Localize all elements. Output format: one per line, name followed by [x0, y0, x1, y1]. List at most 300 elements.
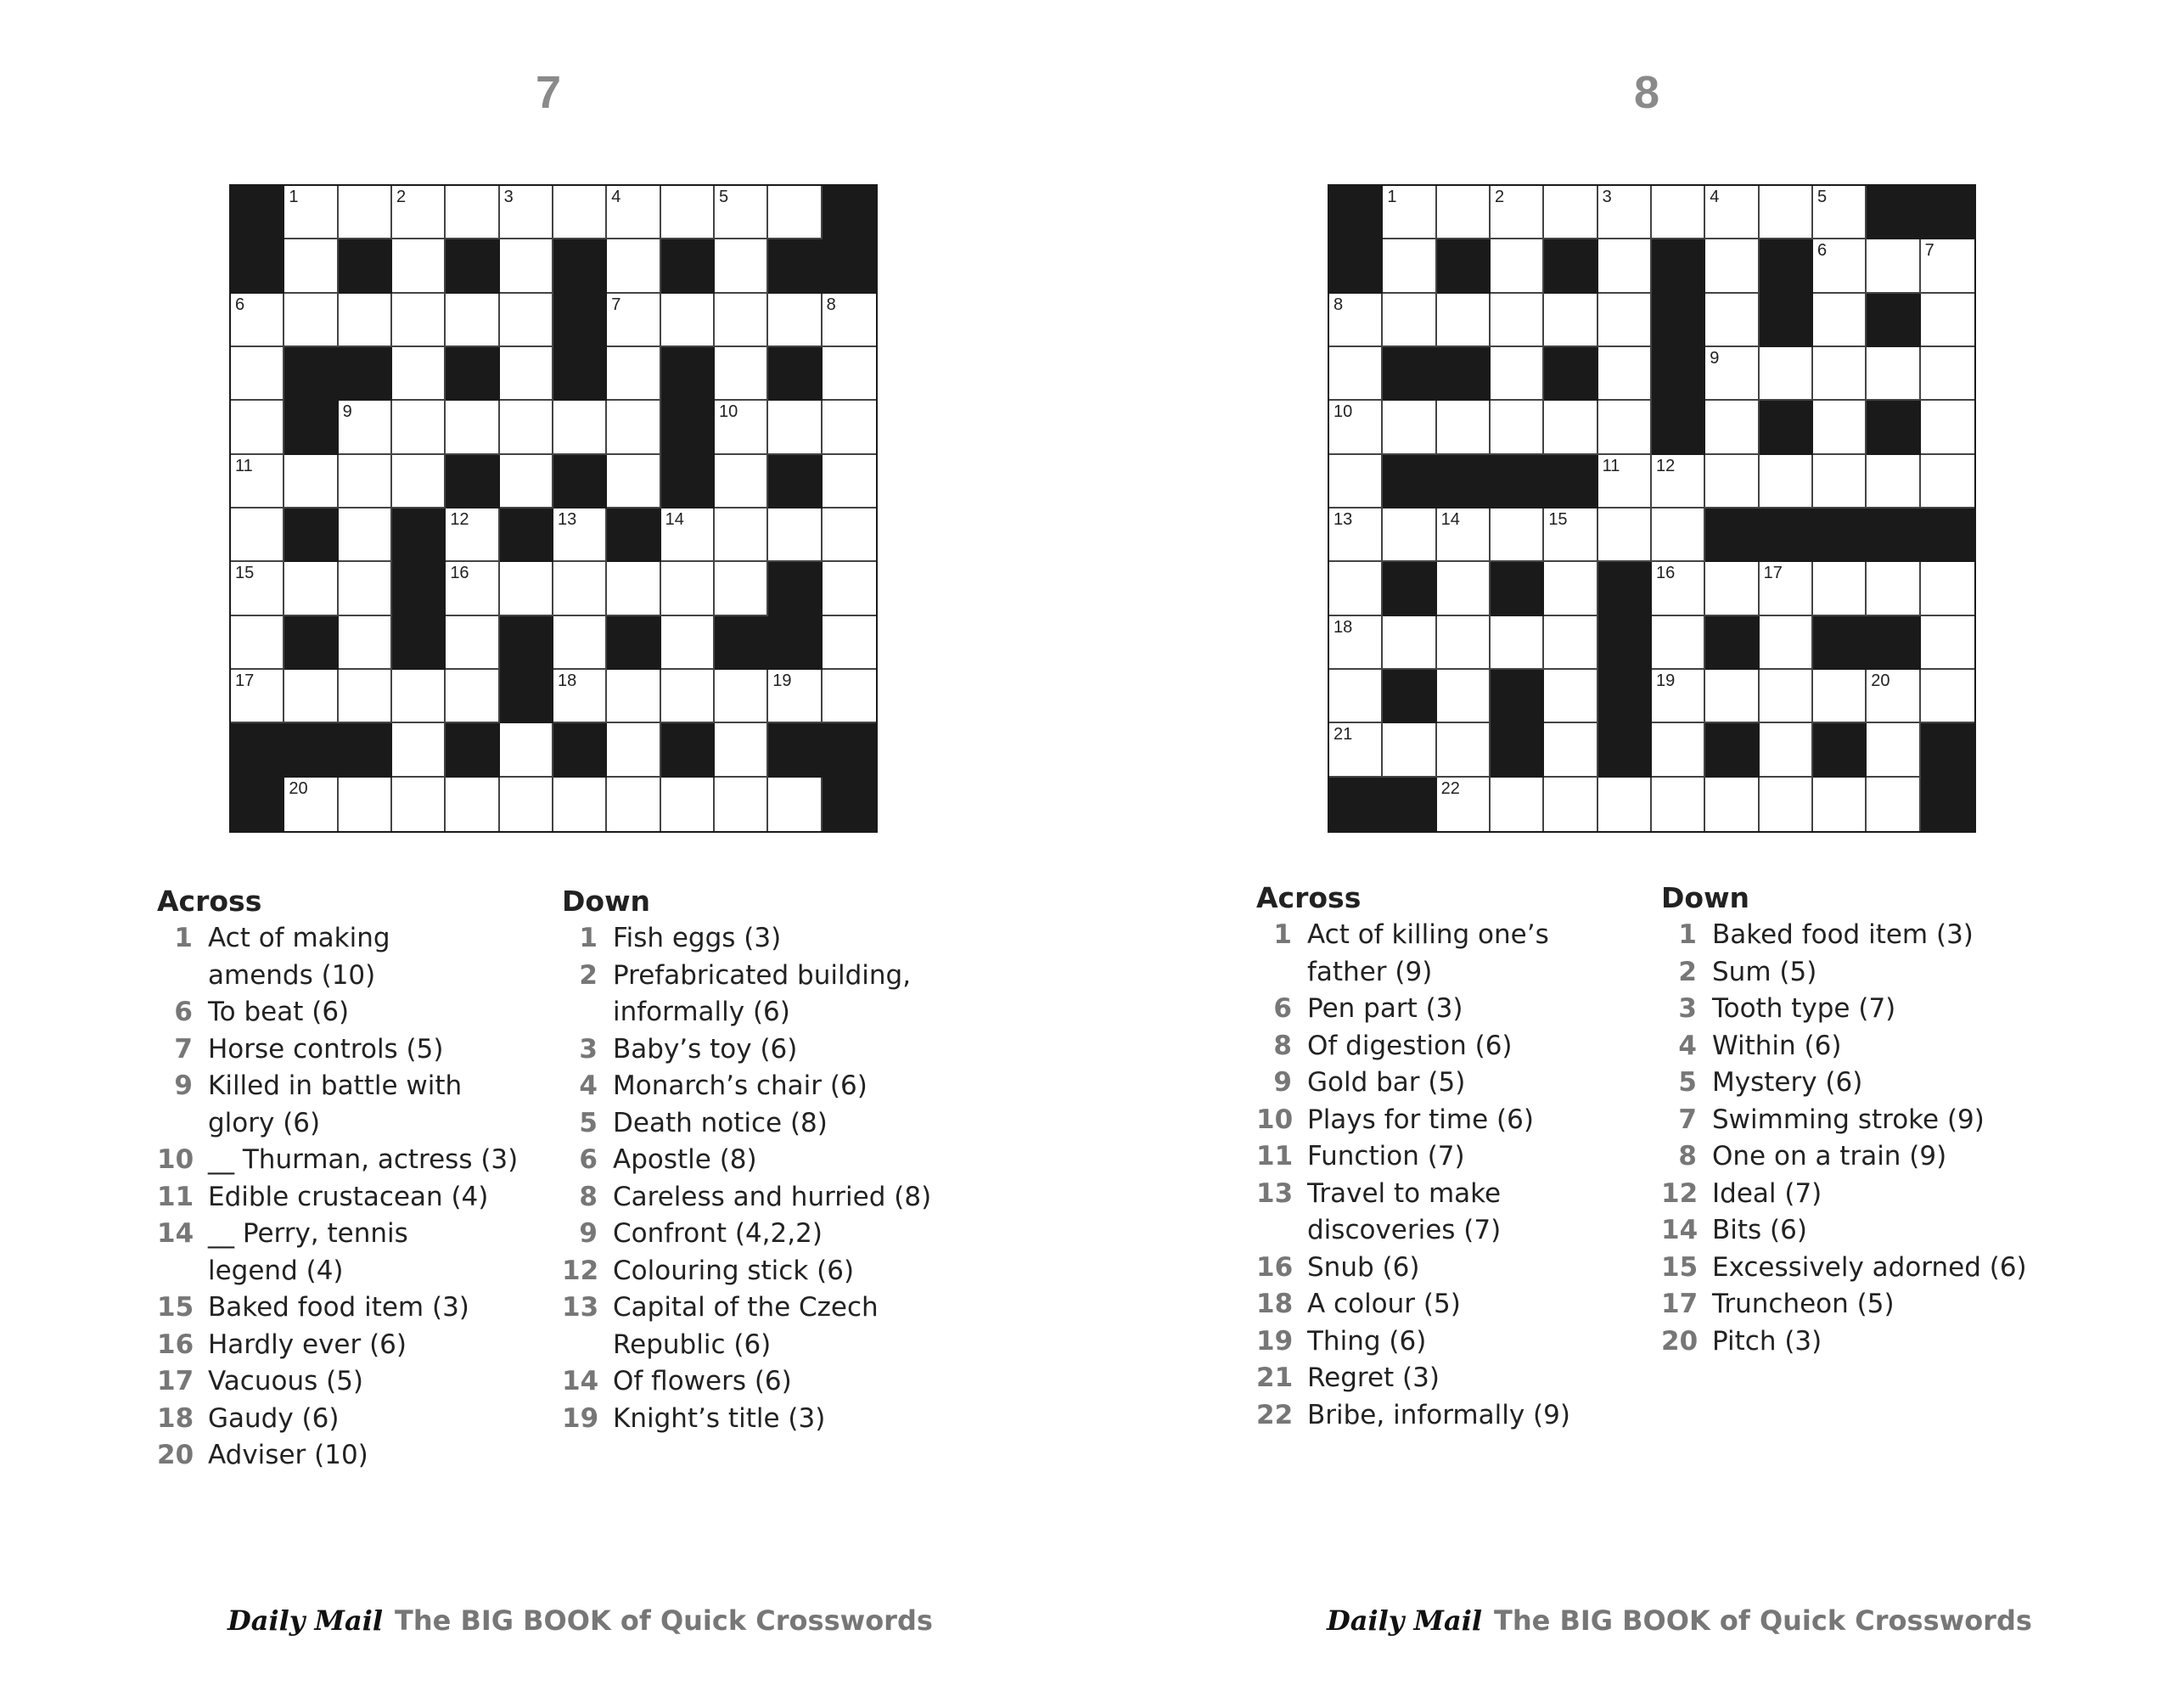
- black-square: [1705, 723, 1759, 777]
- grid-cell[interactable]: [1437, 186, 1491, 239]
- grid-cell[interactable]: [715, 723, 768, 777]
- grid-cell[interactable]: [1813, 455, 1867, 508]
- across-clue: [1256, 1360, 1630, 1397]
- daily-mail-logo: Daily Mail: [227, 1604, 383, 1637]
- grid-cell[interactable]: [553, 508, 607, 562]
- grid-cell[interactable]: [553, 401, 607, 454]
- grid-cell[interactable]: [392, 723, 446, 777]
- black-square: [1813, 508, 1867, 562]
- grid-cell[interactable]: [1598, 294, 1652, 347]
- across-clues: [157, 883, 531, 1475]
- grid-cell[interactable]: [1437, 616, 1491, 670]
- clue-text: Death notice (8): [613, 1107, 828, 1138]
- grid-cell[interactable]: [1705, 294, 1759, 347]
- grid-cell[interactable]: [1383, 508, 1436, 562]
- grid-cell[interactable]: [661, 186, 715, 239]
- grid-cell[interactable]: [1383, 186, 1436, 239]
- grid-cell[interactable]: [1921, 670, 1974, 723]
- grid-cell[interactable]: [823, 401, 876, 454]
- clue-number: 11: [157, 1181, 194, 1212]
- black-square: [768, 616, 822, 670]
- grid-cell[interactable]: [715, 347, 768, 401]
- grid-cell[interactable]: [823, 670, 876, 723]
- grid-cell[interactable]: [446, 294, 499, 347]
- down-clue: [562, 1289, 952, 1327]
- clue-number: 4: [611, 188, 621, 206]
- grid-cell[interactable]: [1329, 455, 1383, 508]
- grid-cell[interactable]: [1921, 455, 1974, 508]
- black-square: [392, 508, 446, 562]
- grid-cell[interactable]: [715, 239, 768, 293]
- clue-number: 10: [718, 402, 738, 422]
- grid-cell[interactable]: [1813, 562, 1867, 615]
- clue-text: legend (4): [208, 1255, 344, 1286]
- grid-cell[interactable]: [1705, 239, 1759, 293]
- grid-cell[interactable]: [1383, 239, 1436, 293]
- grid-cell[interactable]: [1921, 347, 1974, 401]
- grid-cell[interactable]: [1705, 778, 1759, 831]
- grid-cell[interactable]: [1813, 186, 1867, 239]
- grid-cell[interactable]: [1705, 562, 1759, 615]
- black-square: [339, 239, 392, 293]
- down-clues: [1661, 879, 2052, 1360]
- grid-cell[interactable]: [823, 508, 876, 562]
- clue-text: Monarch’s chair (6): [613, 1070, 868, 1101]
- black-square: [1921, 508, 1974, 562]
- clue-number: 4: [579, 1070, 598, 1101]
- grid-cell[interactable]: [500, 562, 553, 615]
- clue-text: Careless and hurried (8): [613, 1181, 932, 1212]
- down-clue: [562, 958, 952, 995]
- grid-cell[interactable]: [1437, 562, 1491, 615]
- grid-cell[interactable]: [1491, 778, 1544, 831]
- black-square: [1598, 616, 1652, 670]
- grid-cell[interactable]: [500, 239, 553, 293]
- grid-cell[interactable]: [1760, 186, 1813, 239]
- black-square: [284, 723, 338, 777]
- clue-number: [157, 958, 208, 995]
- down-clue: [1661, 954, 2052, 992]
- grid-cell[interactable]: [1652, 670, 1705, 723]
- clue-number: 17: [235, 671, 255, 690]
- grid-cell[interactable]: [1867, 347, 1920, 401]
- grid-cell[interactable]: [1921, 562, 1974, 615]
- grid-cell[interactable]: [1760, 778, 1813, 831]
- grid-cell[interactable]: [1329, 294, 1383, 347]
- book-title: The BIG BOOK of Quick Crosswords: [1494, 1604, 2032, 1637]
- grid-cell[interactable]: [284, 294, 338, 347]
- crossword-grid[interactable]: [229, 184, 878, 833]
- grid-cell[interactable]: [1867, 562, 1920, 615]
- grid-cell[interactable]: [231, 401, 284, 454]
- grid-cell[interactable]: [1383, 294, 1436, 347]
- black-square: [446, 347, 499, 401]
- grid-cell[interactable]: [768, 186, 822, 239]
- grid-cell[interactable]: [823, 616, 876, 670]
- grid-cell[interactable]: [1652, 778, 1705, 831]
- down-clue: [562, 1363, 952, 1401]
- grid-cell[interactable]: [392, 455, 446, 508]
- grid-cell[interactable]: [1760, 616, 1813, 670]
- grid-cell[interactable]: [284, 778, 338, 831]
- clue-number: 3: [1602, 188, 1612, 206]
- grid-cell[interactable]: [1437, 670, 1491, 723]
- grid-cell[interactable]: [1329, 723, 1383, 777]
- grid-cell[interactable]: [392, 294, 446, 347]
- grid-cell[interactable]: [607, 294, 660, 347]
- clue-number: 7: [611, 295, 621, 314]
- grid-cell[interactable]: [1544, 723, 1597, 777]
- grid-cell[interactable]: [1760, 723, 1813, 777]
- clue-number: 17: [1763, 564, 1783, 583]
- grid-cell[interactable]: [607, 723, 660, 777]
- grid-cell[interactable]: [1652, 616, 1705, 670]
- grid-cell[interactable]: [392, 186, 446, 239]
- grid-cell[interactable]: [284, 186, 338, 239]
- grid-cell[interactable]: [1867, 778, 1920, 831]
- clue-number: 9: [342, 402, 352, 422]
- grid-cell[interactable]: [823, 294, 876, 347]
- crossword-grid[interactable]: [1328, 184, 1976, 833]
- grid-cell[interactable]: [607, 455, 660, 508]
- grid-cell[interactable]: [500, 455, 553, 508]
- black-square: [392, 616, 446, 670]
- grid-cell[interactable]: [1544, 508, 1597, 562]
- across-clue: [157, 1031, 531, 1069]
- grid-cell[interactable]: [1383, 616, 1436, 670]
- grid-cell[interactable]: [1813, 401, 1867, 454]
- grid-cell[interactable]: [1329, 616, 1383, 670]
- book-title: The BIG BOOK of Quick Crosswords: [395, 1604, 933, 1637]
- grid-cell[interactable]: [1705, 347, 1759, 401]
- grid-cell[interactable]: [1705, 401, 1759, 454]
- clue-number: 9: [1710, 348, 1720, 368]
- grid-cell[interactable]: [1705, 670, 1759, 723]
- grid-cell[interactable]: [284, 239, 338, 293]
- grid-cell[interactable]: [392, 401, 446, 454]
- grid-cell[interactable]: [500, 347, 553, 401]
- grid-cell[interactable]: [553, 778, 607, 831]
- black-square: [661, 723, 715, 777]
- grid-cell[interactable]: [1544, 401, 1597, 454]
- grid-cell[interactable]: [715, 778, 768, 831]
- black-square: [1383, 347, 1436, 401]
- grid-cell[interactable]: [1652, 562, 1705, 615]
- clue-number: 10: [157, 1144, 194, 1175]
- grid-cell[interactable]: [661, 778, 715, 831]
- grid-cell[interactable]: [661, 294, 715, 347]
- clue-number: 20: [1871, 671, 1890, 690]
- grid-cell[interactable]: [1760, 670, 1813, 723]
- down-clue: [562, 920, 952, 958]
- grid-cell[interactable]: [339, 401, 392, 454]
- grid-cell[interactable]: [1652, 455, 1705, 508]
- grid-cell[interactable]: [1544, 186, 1597, 239]
- grid-cell[interactable]: [339, 508, 392, 562]
- grid-cell[interactable]: [500, 186, 553, 239]
- grid-cell[interactable]: [339, 616, 392, 670]
- grid-cell[interactable]: [446, 670, 499, 723]
- grid-cell[interactable]: [339, 778, 392, 831]
- grid-cell[interactable]: [500, 723, 553, 777]
- clue-number: 14: [157, 1218, 194, 1249]
- clue-number: 7: [174, 1033, 193, 1065]
- grid-cell[interactable]: [446, 508, 499, 562]
- grid-cell[interactable]: [715, 562, 768, 615]
- grid-cell[interactable]: [1491, 401, 1544, 454]
- clue-number: 19: [562, 1402, 599, 1434]
- grid-cell[interactable]: [1544, 670, 1597, 723]
- grid-cell[interactable]: [715, 508, 768, 562]
- grid-cell[interactable]: [500, 401, 553, 454]
- grid-cell[interactable]: [500, 294, 553, 347]
- grid-cell[interactable]: [1598, 455, 1652, 508]
- grid-cell[interactable]: [446, 401, 499, 454]
- grid-cell[interactable]: [1921, 401, 1974, 454]
- grid-cell[interactable]: [446, 186, 499, 239]
- grid-cell[interactable]: [1491, 347, 1544, 401]
- down-clue: [1661, 1065, 2052, 1102]
- grid-cell[interactable]: [1921, 239, 1974, 293]
- clue-text: Baby’s toy (6): [613, 1033, 798, 1065]
- clue-text: Bits (6): [1712, 1215, 1807, 1245]
- grid-cell[interactable]: [1652, 508, 1705, 562]
- grid-cell[interactable]: [1760, 455, 1813, 508]
- grid-cell[interactable]: [1813, 239, 1867, 293]
- grid-cell[interactable]: [1491, 294, 1544, 347]
- grid-cell[interactable]: [715, 294, 768, 347]
- grid-cell[interactable]: [1437, 401, 1491, 454]
- grid-cell[interactable]: [715, 186, 768, 239]
- black-square: [231, 723, 284, 777]
- clue-text: informally (6): [613, 997, 790, 1027]
- grid-cell[interactable]: [715, 455, 768, 508]
- grid-cell[interactable]: [1705, 186, 1759, 239]
- grid-cell[interactable]: [553, 670, 607, 723]
- grid-cell[interactable]: [607, 670, 660, 723]
- black-square: [1652, 347, 1705, 401]
- grid-cell[interactable]: [1329, 347, 1383, 401]
- clue-number: 3: [1678, 993, 1697, 1024]
- grid-cell[interactable]: [1544, 294, 1597, 347]
- across-clue: [157, 1068, 531, 1105]
- grid-cell[interactable]: [715, 670, 768, 723]
- grid-cell[interactable]: [553, 616, 607, 670]
- across-clue: [157, 994, 531, 1031]
- grid-cell[interactable]: [1598, 186, 1652, 239]
- black-square: [768, 347, 822, 401]
- clue-text: __ Perry, tennis: [208, 1218, 408, 1249]
- grid-cell[interactable]: [1813, 294, 1867, 347]
- black-square: [661, 239, 715, 293]
- grid-cell[interactable]: [231, 508, 284, 562]
- across-heading: Across: [1256, 881, 1362, 914]
- clue-number: 11: [1602, 456, 1620, 475]
- black-square: [1813, 723, 1867, 777]
- grid-cell[interactable]: [284, 562, 338, 615]
- grid-cell[interactable]: [823, 347, 876, 401]
- grid-cell[interactable]: [607, 778, 660, 831]
- grid-cell[interactable]: [231, 455, 284, 508]
- clue-number: 22: [1256, 1399, 1294, 1430]
- grid-cell[interactable]: [1813, 778, 1867, 831]
- grid-cell[interactable]: [339, 562, 392, 615]
- clue-number: 3: [503, 188, 514, 206]
- grid-cell[interactable]: [1921, 616, 1974, 670]
- down-clues: [562, 883, 952, 1437]
- grid-cell[interactable]: [231, 294, 284, 347]
- grid-cell[interactable]: [392, 347, 446, 401]
- grid-cell[interactable]: [1383, 723, 1436, 777]
- grid-cell[interactable]: [1760, 562, 1813, 615]
- clue-number: 5: [579, 1107, 598, 1138]
- grid-cell[interactable]: [284, 670, 338, 723]
- grid-cell[interactable]: [1491, 616, 1544, 670]
- grid-cell[interactable]: [661, 508, 715, 562]
- clue-number: [1256, 954, 1307, 992]
- grid-cell[interactable]: [1760, 347, 1813, 401]
- grid-cell[interactable]: [1813, 347, 1867, 401]
- grid-cell[interactable]: [768, 508, 822, 562]
- footer: [227, 1604, 933, 1637]
- grid-cell[interactable]: [1491, 186, 1544, 239]
- clue-text: Sum (5): [1712, 956, 1817, 987]
- grid-cell[interactable]: [339, 186, 392, 239]
- clue-number: 12: [1655, 456, 1676, 475]
- grid-cell[interactable]: [1437, 294, 1491, 347]
- grid-cell[interactable]: [607, 186, 660, 239]
- grid-cell[interactable]: [392, 239, 446, 293]
- grid-cell[interactable]: [1705, 455, 1759, 508]
- grid-cell[interactable]: [1867, 239, 1920, 293]
- clue-text: Hardly ever (6): [208, 1329, 407, 1360]
- clue-text: Of flowers (6): [613, 1366, 792, 1396]
- grid-cell[interactable]: [607, 347, 660, 401]
- black-square: [1598, 670, 1652, 723]
- grid-cell[interactable]: [1598, 508, 1652, 562]
- grid-cell[interactable]: [1652, 186, 1705, 239]
- grid-cell[interactable]: [1329, 508, 1383, 562]
- clue-number: 15: [1661, 1251, 1699, 1283]
- grid-cell[interactable]: [768, 401, 822, 454]
- grid-cell[interactable]: [392, 778, 446, 831]
- grid-cell[interactable]: [1437, 508, 1491, 562]
- grid-cell[interactable]: [1329, 562, 1383, 615]
- grid-cell[interactable]: [661, 670, 715, 723]
- grid-cell[interactable]: [607, 562, 660, 615]
- grid-cell[interactable]: [500, 778, 553, 831]
- across-clue: [157, 1179, 531, 1216]
- clue-number: 11: [1256, 1141, 1294, 1171]
- grid-cell[interactable]: [1867, 723, 1920, 777]
- grid-cell[interactable]: [607, 239, 660, 293]
- grid-cell[interactable]: [1867, 455, 1920, 508]
- grid-cell[interactable]: [1437, 723, 1491, 777]
- across-clue: [157, 1142, 531, 1179]
- grid-cell[interactable]: [284, 455, 338, 508]
- grid-cell[interactable]: [1598, 401, 1652, 454]
- black-square: [1652, 294, 1705, 347]
- down-clue: [562, 1253, 952, 1290]
- black-square: [284, 508, 338, 562]
- grid-cell[interactable]: [1598, 347, 1652, 401]
- grid-cell[interactable]: [1491, 508, 1544, 562]
- grid-cell[interactable]: [715, 401, 768, 454]
- grid-cell[interactable]: [823, 562, 876, 615]
- grid-cell[interactable]: [446, 562, 499, 615]
- grid-cell[interactable]: [339, 670, 392, 723]
- down-clue: [562, 1031, 952, 1069]
- clue-number: 15: [1548, 509, 1568, 529]
- black-square: [1598, 562, 1652, 615]
- grid-cell[interactable]: [823, 455, 876, 508]
- grid-cell[interactable]: [1491, 239, 1544, 293]
- grid-cell[interactable]: [1329, 670, 1383, 723]
- clue-text: Capital of the Czech: [613, 1292, 879, 1323]
- grid-cell[interactable]: [1329, 401, 1383, 454]
- clue-text: Ideal (7): [1712, 1177, 1822, 1209]
- clue-text: glory (6): [208, 1107, 321, 1138]
- grid-cell[interactable]: [446, 616, 499, 670]
- grid-cell[interactable]: [1921, 294, 1974, 347]
- grid-cell[interactable]: [553, 562, 607, 615]
- grid-cell[interactable]: [768, 670, 822, 723]
- across-clue: [157, 1253, 531, 1290]
- clue-number: 13: [1334, 509, 1353, 529]
- clue-number: 9: [174, 1070, 193, 1101]
- grid-cell[interactable]: [339, 455, 392, 508]
- clue-number: 13: [1256, 1177, 1294, 1209]
- clue-number: 6: [1816, 241, 1828, 261]
- clue-number: 1: [579, 923, 598, 953]
- grid-cell[interactable]: [231, 670, 284, 723]
- grid-cell[interactable]: [1813, 670, 1867, 723]
- grid-cell[interactable]: [1437, 778, 1491, 831]
- grid-cell[interactable]: [1598, 778, 1652, 831]
- grid-cell[interactable]: [768, 294, 822, 347]
- clue-number: 2: [1494, 188, 1505, 206]
- grid-cell[interactable]: [1652, 723, 1705, 777]
- grid-cell[interactable]: [1598, 239, 1652, 293]
- grid-cell[interactable]: [1544, 562, 1597, 615]
- grid-cell[interactable]: [392, 670, 446, 723]
- grid-cell[interactable]: [1383, 401, 1436, 454]
- across-clue: [1256, 991, 1630, 1028]
- grid-cell[interactable]: [661, 616, 715, 670]
- grid-cell[interactable]: [446, 778, 499, 831]
- black-square: [1491, 670, 1544, 723]
- grid-cell[interactable]: [768, 778, 822, 831]
- grid-cell[interactable]: [553, 186, 607, 239]
- clue-number: 7: [1678, 1104, 1697, 1135]
- grid-cell[interactable]: [231, 347, 284, 401]
- clue-text: discoveries (7): [1307, 1215, 1502, 1245]
- clue-number: 20: [1661, 1325, 1699, 1357]
- grid-cell[interactable]: [661, 562, 715, 615]
- grid-cell[interactable]: [339, 294, 392, 347]
- grid-cell[interactable]: [231, 616, 284, 670]
- grid-cell[interactable]: [1544, 778, 1597, 831]
- grid-cell[interactable]: [231, 562, 284, 615]
- across-clue: [157, 1105, 531, 1143]
- clue-number: 2: [1678, 956, 1697, 987]
- grid-cell[interactable]: [607, 401, 660, 454]
- clue-text: Thing (6): [1307, 1325, 1427, 1357]
- clue-number: 6: [1273, 993, 1292, 1024]
- grid-cell[interactable]: [1544, 616, 1597, 670]
- black-square: [1867, 401, 1920, 454]
- grid-cell[interactable]: [1867, 670, 1920, 723]
